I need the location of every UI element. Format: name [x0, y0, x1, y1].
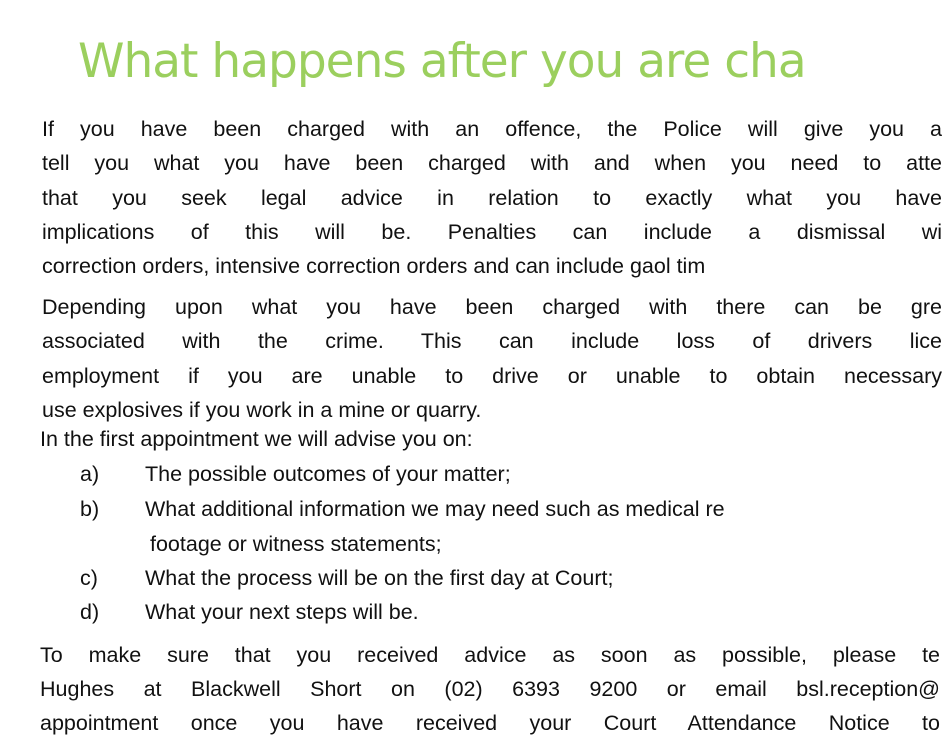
list-label-c: c)	[80, 566, 98, 590]
paragraph-2-line-2: associated with the crime. This can include loss of drivers lice	[42, 329, 942, 353]
paragraph-2-line-3: employment if you are unable to drive or unable to obtain necessary	[42, 364, 942, 388]
paragraph-1-line-2: tell you what you have been charged with and when you need to atte	[42, 151, 942, 175]
paragraph-1-line-1: If you have been charged with an offence, the Police will give you a	[42, 117, 942, 141]
paragraph-3-line-2: Hughes at Blackwell Short on (02) 6393 9200 or email bsl.reception@	[40, 677, 940, 701]
paragraph-1-line-4: implications of this will be. Penalties can include a dismissal wi	[42, 220, 942, 244]
list-item-c: What the process will be on the first day at Court;	[145, 566, 614, 590]
list-item-d: What your next steps will be.	[145, 600, 419, 624]
list-item-a: The possible outcomes of your matter;	[145, 462, 511, 486]
list-label-a: a)	[80, 462, 100, 486]
paragraph-3-line-3: appointment once you have received your Court Attendance Notice to	[40, 711, 940, 735]
paragraph-3-line-1: To make sure that you received advice as soon as possible, please te	[40, 643, 940, 667]
list-item-b-continued: footage or witness statements;	[150, 532, 442, 556]
list-item-b: What additional information we may need such as medical re	[145, 497, 725, 521]
list-label-d: d)	[80, 600, 100, 624]
first-appointment-intro: In the first appointment we will advise you on:	[40, 427, 473, 451]
paragraph-2-line-4: use explosives if you work in a mine or quarry.	[42, 398, 482, 422]
list-label-b: b)	[80, 497, 100, 521]
paragraph-1-line-5: correction orders, intensive correction orders and can include gaol tim	[42, 254, 706, 278]
paragraph-2-line-1: Depending upon what you have been charged with there can be gre	[42, 295, 942, 319]
page-title: What happens after you are cha	[78, 34, 806, 89]
paragraph-1-line-3: that you seek legal advice in relation to exactly what you have	[42, 186, 942, 210]
